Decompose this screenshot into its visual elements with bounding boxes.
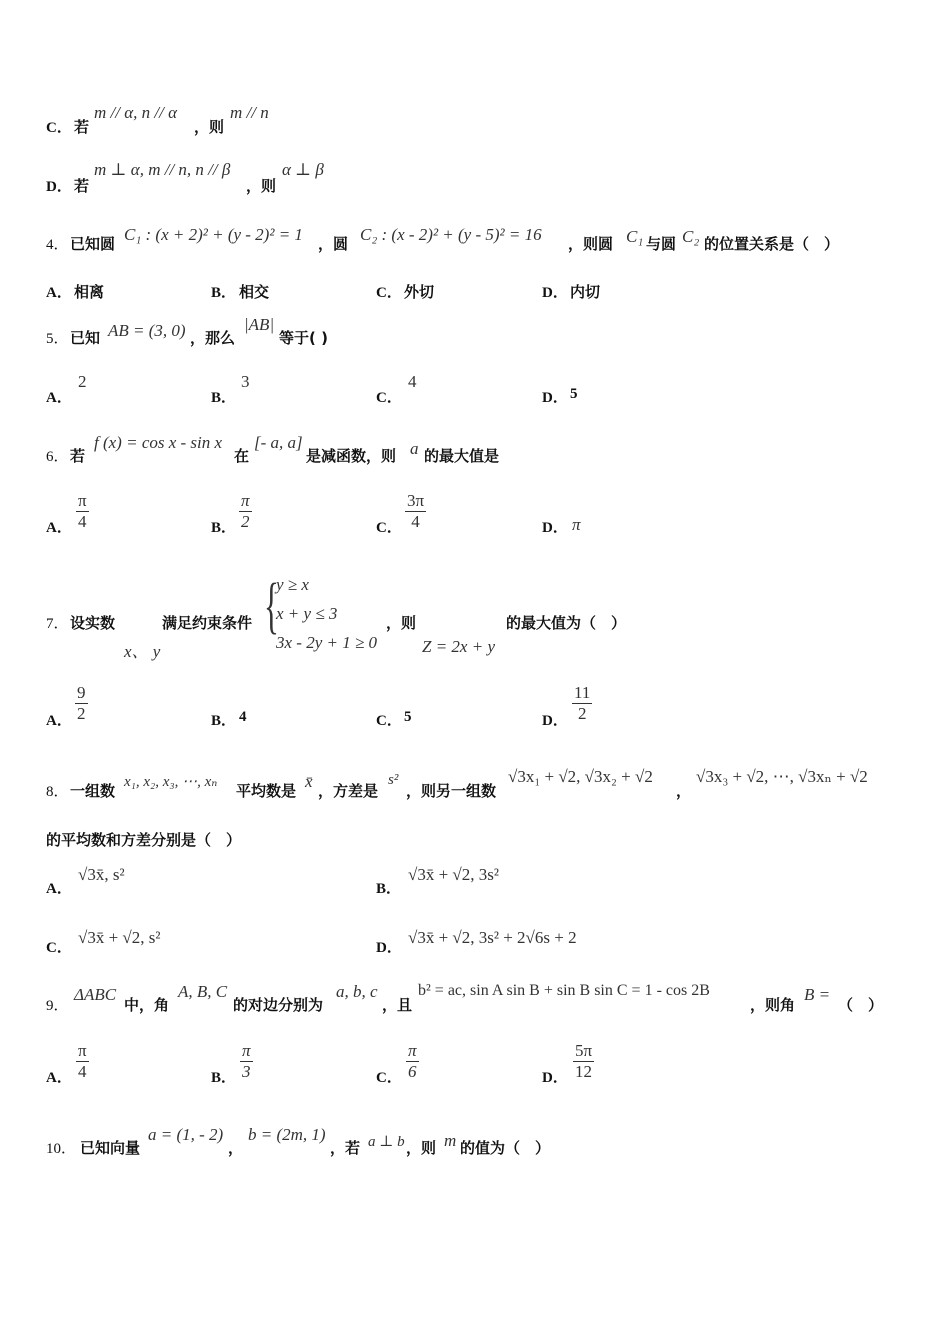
q9-B: B = (804, 985, 831, 1004)
q6-option-a-label: A． (46, 520, 72, 536)
q5-option-c-text: 4 (408, 372, 417, 391)
q5-option-b-text: 3 (241, 372, 250, 391)
q7-ze: ，则 (386, 614, 417, 632)
q6-interval: [- a, a] (254, 433, 303, 452)
q9-option-d-label: D． (542, 1070, 568, 1086)
q8-var-label: ，方差是 (318, 782, 379, 800)
q8-data: x₁, x₂, x₃, ⋯, xₙ (124, 774, 218, 790)
q5-option-b-label: B． (211, 390, 237, 406)
q4-number: 4． (46, 237, 69, 253)
q3-option-d-label: D． (46, 179, 72, 195)
q4-mid: ，圆 (318, 235, 349, 253)
q4-c2-name: C₂ (682, 227, 700, 246)
q8-option-a-text: √3x̄, s² (78, 865, 125, 884)
q7-number: 7． (46, 616, 69, 632)
q6-option-b-fraction (239, 491, 252, 532)
q7-option-d-numerator: 11 (574, 683, 591, 702)
q6-option-a-denominator: 4 (78, 512, 87, 531)
q7-option-d-fraction (572, 683, 592, 724)
q4-c1-name: C₁ (626, 227, 644, 246)
q9-option-d-fraction (573, 1041, 594, 1082)
q7-vars: x、 y (124, 642, 161, 661)
q6-option-a-fraction (76, 491, 89, 532)
q9-sides: a, b, c (336, 982, 378, 1001)
q10-var-m: m (444, 1131, 457, 1150)
q10-perp: a ⊥ b (368, 1134, 405, 1150)
q6-var-a: a (410, 439, 419, 458)
q6-zai: 在 (234, 447, 250, 465)
q8-s2: s² (388, 772, 399, 788)
q7-option-d-denominator: 2 (577, 704, 587, 723)
q3-option-c-conclusion: m // n (230, 103, 269, 122)
q7-intro: 设实数 (70, 614, 116, 632)
q5-option-a-label: A． (46, 390, 72, 406)
q9-then: ，则角 (750, 996, 796, 1014)
q5-intro: 已知 (70, 329, 101, 347)
q4-option-a-label: A． (46, 285, 72, 301)
q7-ineq-2: x + y ≤ 3 (276, 604, 338, 623)
q9-option-a-fraction (76, 1041, 89, 1082)
q9-triangle: ΔABC (74, 985, 117, 1004)
q8-line2: 的平均数和方差分别是（ ） (46, 831, 242, 849)
q6-option-d-text: π (572, 515, 581, 534)
q9-option-b-fraction (240, 1041, 253, 1082)
q5-tail: 等于( ) (279, 329, 328, 347)
q6-option-c-label: C． (376, 520, 402, 536)
q5-number: 5． (46, 331, 69, 347)
q8-avg-label: 平均数是 (236, 782, 297, 800)
q4-option-d-text: 内切 (570, 283, 601, 301)
q4-intro: 已知圆 (70, 235, 116, 253)
q7-option-b-text: 4 (239, 709, 247, 725)
q9-angles: A, B, C (178, 982, 228, 1001)
q10-number: 10． (46, 1141, 77, 1157)
q3-option-c-label: C． (46, 120, 72, 136)
q7-option-b-label: B． (211, 713, 237, 729)
q3-option-c-condition: m // α, n // α (94, 103, 178, 122)
q8-intro: 一组数 (70, 782, 116, 800)
q6-option-b-denominator: 2 (241, 512, 250, 531)
q4-option-a-text: 相离 (74, 283, 105, 301)
q9-option-c-label: C． (376, 1070, 402, 1086)
q5-mid: ，那么 (190, 329, 236, 347)
q4-then: ，则圆 (568, 235, 614, 253)
q6-option-b-label: B． (211, 520, 237, 536)
q6-number: 6． (46, 449, 69, 465)
q9-opp-label: 的对边分别为 (233, 996, 324, 1014)
q7-option-c-label: C． (376, 713, 402, 729)
q6-option-a-numerator: π (78, 491, 87, 510)
q6-mid: 是减函数，则 (306, 447, 397, 465)
q8-number: 8． (46, 784, 69, 800)
q7-ineq-3: 3x - 2y + 1 ≥ 0 (276, 633, 378, 652)
q6-option-c-numerator: 3π (407, 491, 425, 510)
q4-option-d-label: D． (542, 285, 568, 301)
q4-tail: 的位置关系是（ ） (704, 235, 840, 253)
q5-option-c-label: C． (376, 390, 402, 406)
q9-option-c-fraction (406, 1041, 419, 1082)
q3-option-d-conclusion: α ⊥ β (282, 160, 324, 179)
q8-option-b-label: B． (376, 881, 402, 897)
q8-option-b-text: √3x̄ + √2, 3s² (408, 865, 499, 884)
q3-option-d-ruo: 若 (74, 177, 90, 195)
q7-option-d-label: D． (542, 713, 568, 729)
q8-newdata-1: √3x₁ + √2, √3x₂ + √2 (508, 767, 653, 786)
q9-number: 9． (46, 998, 69, 1014)
q8-option-c-text: √3x̄ + √2, s² (78, 928, 161, 947)
q4-option-b-text: 相交 (239, 283, 270, 301)
q4-yu: 与圆 (646, 235, 677, 253)
q6-option-b-numerator: π (241, 491, 250, 510)
q10-sep: ， (228, 1139, 244, 1157)
q9-option-c-denominator: 6 (408, 1062, 417, 1081)
q6-function: f (x) = cos x - sin x (94, 433, 223, 452)
q6-option-d-label: D． (542, 520, 568, 536)
q9-option-a-denominator: 4 (78, 1062, 87, 1081)
q9-zhong: 中，角 (124, 996, 170, 1014)
q7-condition-label: 满足约束条件 (162, 614, 253, 632)
q8-comma: ， (676, 782, 692, 800)
q3-option-d-condition: m ⊥ α, m // n, n // β (94, 160, 231, 179)
q8-option-d-text: √3x̄ + √2, 3s² + 2√6s + 2 (408, 928, 577, 947)
q10-vector-a: a = (1, - 2) (148, 1125, 224, 1144)
q10-intro: 已知向量 (80, 1139, 141, 1157)
q9-option-b-numerator: π (242, 1041, 251, 1060)
q9-option-b-denominator: 3 (242, 1062, 251, 1081)
q7-tail: 的最大值为（ ） (506, 614, 627, 632)
q6-option-c-denominator: 4 (411, 512, 420, 531)
q8-mean: x̄ (305, 772, 313, 791)
q5-abs: |AB| (244, 315, 275, 334)
q3-option-c-ze: ，则 (194, 118, 225, 136)
q4-option-c-label: C． (376, 285, 402, 301)
q10-tail: 的值为（ ） (460, 1139, 551, 1157)
q7-ineq-1: y ≥ x (276, 575, 309, 594)
q9-option-a-label: A． (46, 1070, 72, 1086)
q3-option-d-ze: ，则 (246, 177, 277, 195)
q9-tail: （ ） (838, 996, 884, 1014)
q7-option-a-label: A． (46, 713, 72, 729)
q8-another: ，则另一组数 (406, 782, 497, 800)
q9-option-d-denominator: 12 (575, 1062, 593, 1081)
q7-option-c-text: 5 (404, 709, 412, 725)
q5-option-d-label: D． (542, 390, 568, 406)
q6-option-c-fraction (405, 491, 426, 532)
q5-vector: AB = (3, 0) (108, 321, 186, 340)
q9-option-a-numerator: π (78, 1041, 87, 1060)
q5-option-d-text: 5 (570, 386, 578, 402)
q4-circle-c2: C₂ : (x - 2)² + (y - 5)² = 16 (360, 225, 542, 244)
q10-ruo: ，若 (330, 1139, 361, 1157)
q9-condition: b² = ac, sin A sin B + sin B sin C = 1 - cos 2B (418, 982, 710, 999)
q7-brace: { (264, 572, 279, 640)
q6-intro: 若 (70, 447, 86, 465)
q7-option-a-denominator: 2 (77, 704, 86, 723)
q6-tail: 的最大值是 (424, 447, 500, 465)
q9-qie: ，且 (382, 996, 413, 1014)
q9-option-b-label: B． (211, 1070, 237, 1086)
q7-option-a-fraction (75, 683, 88, 724)
q7-objective: Z = 2x + y (422, 637, 495, 656)
q8-option-c-label: C． (46, 940, 72, 956)
q8-option-d-label: D． (376, 940, 402, 956)
q8-newdata-2: √3x₃ + √2, ⋯, √3xₙ + √2 (696, 767, 868, 786)
q3-option-c-ruo: 若 (74, 118, 90, 136)
q7-option-a-numerator: 9 (77, 683, 86, 702)
q4-circle-c1: C₁ : (x + 2)² + (y - 2)² = 1 (124, 225, 303, 244)
q8-option-a-label: A． (46, 881, 72, 897)
q10-ze: ，则 (406, 1139, 437, 1157)
q9-option-c-numerator: π (408, 1041, 417, 1060)
q4-option-b-label: B． (211, 285, 237, 301)
q9-option-d-numerator: 5π (575, 1041, 593, 1060)
q4-option-c-text: 外切 (404, 283, 435, 301)
q10-vector-b: b = (2m, 1) (248, 1125, 326, 1144)
q5-option-a-text: 2 (78, 372, 87, 391)
